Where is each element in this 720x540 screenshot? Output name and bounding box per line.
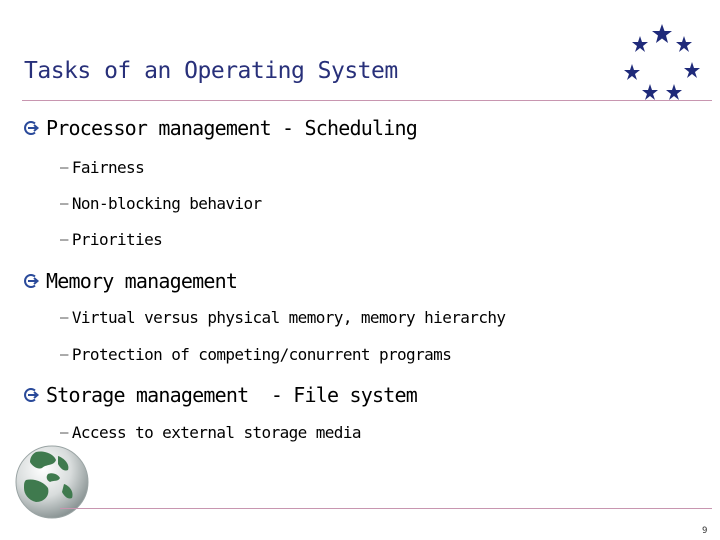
bullet-text: Memory management [46, 269, 238, 293]
title-divider [22, 100, 712, 101]
eu-stars-icon [618, 22, 706, 102]
sub-bullet [60, 423, 361, 442]
dash-icon: – [60, 231, 68, 248]
dash-icon: – [60, 424, 68, 441]
sub-bullet [60, 194, 262, 213]
sub-bullet [60, 230, 162, 249]
sub-bullet [60, 345, 451, 364]
sub-bullet-text: Fairness [71, 158, 145, 177]
sub-bullet-text: Priorities [71, 230, 163, 249]
arrow-circle-icon [22, 119, 40, 137]
bullet-text: Storage management - File system [46, 383, 417, 407]
sub-bullet-text: Access to external storage media [71, 423, 361, 442]
arrow-circle-icon [22, 272, 40, 290]
bullet-memory-management [22, 269, 237, 293]
bullet-storage-management [22, 383, 417, 407]
dash-icon: – [60, 309, 68, 326]
bullet-text: Processor management - Scheduling [46, 116, 417, 140]
sub-bullet [60, 158, 144, 177]
sub-bullet-text: Protection of competing/conurrent programs [71, 345, 452, 364]
sub-bullet-text: Virtual versus physical memory, memory hierarchy [71, 308, 506, 327]
sub-bullet-text: Non-blocking behavior [71, 194, 262, 213]
slide-title: Tasks of an Operating System [24, 58, 398, 84]
dash-icon: – [60, 346, 68, 363]
arrow-circle-icon [22, 386, 40, 404]
page-number: 9 [702, 526, 708, 536]
bullet-processor-management [22, 116, 417, 140]
dash-icon: – [60, 159, 68, 176]
footer-divider [60, 508, 712, 509]
dash-icon: – [60, 195, 68, 212]
sub-bullet [60, 308, 505, 327]
